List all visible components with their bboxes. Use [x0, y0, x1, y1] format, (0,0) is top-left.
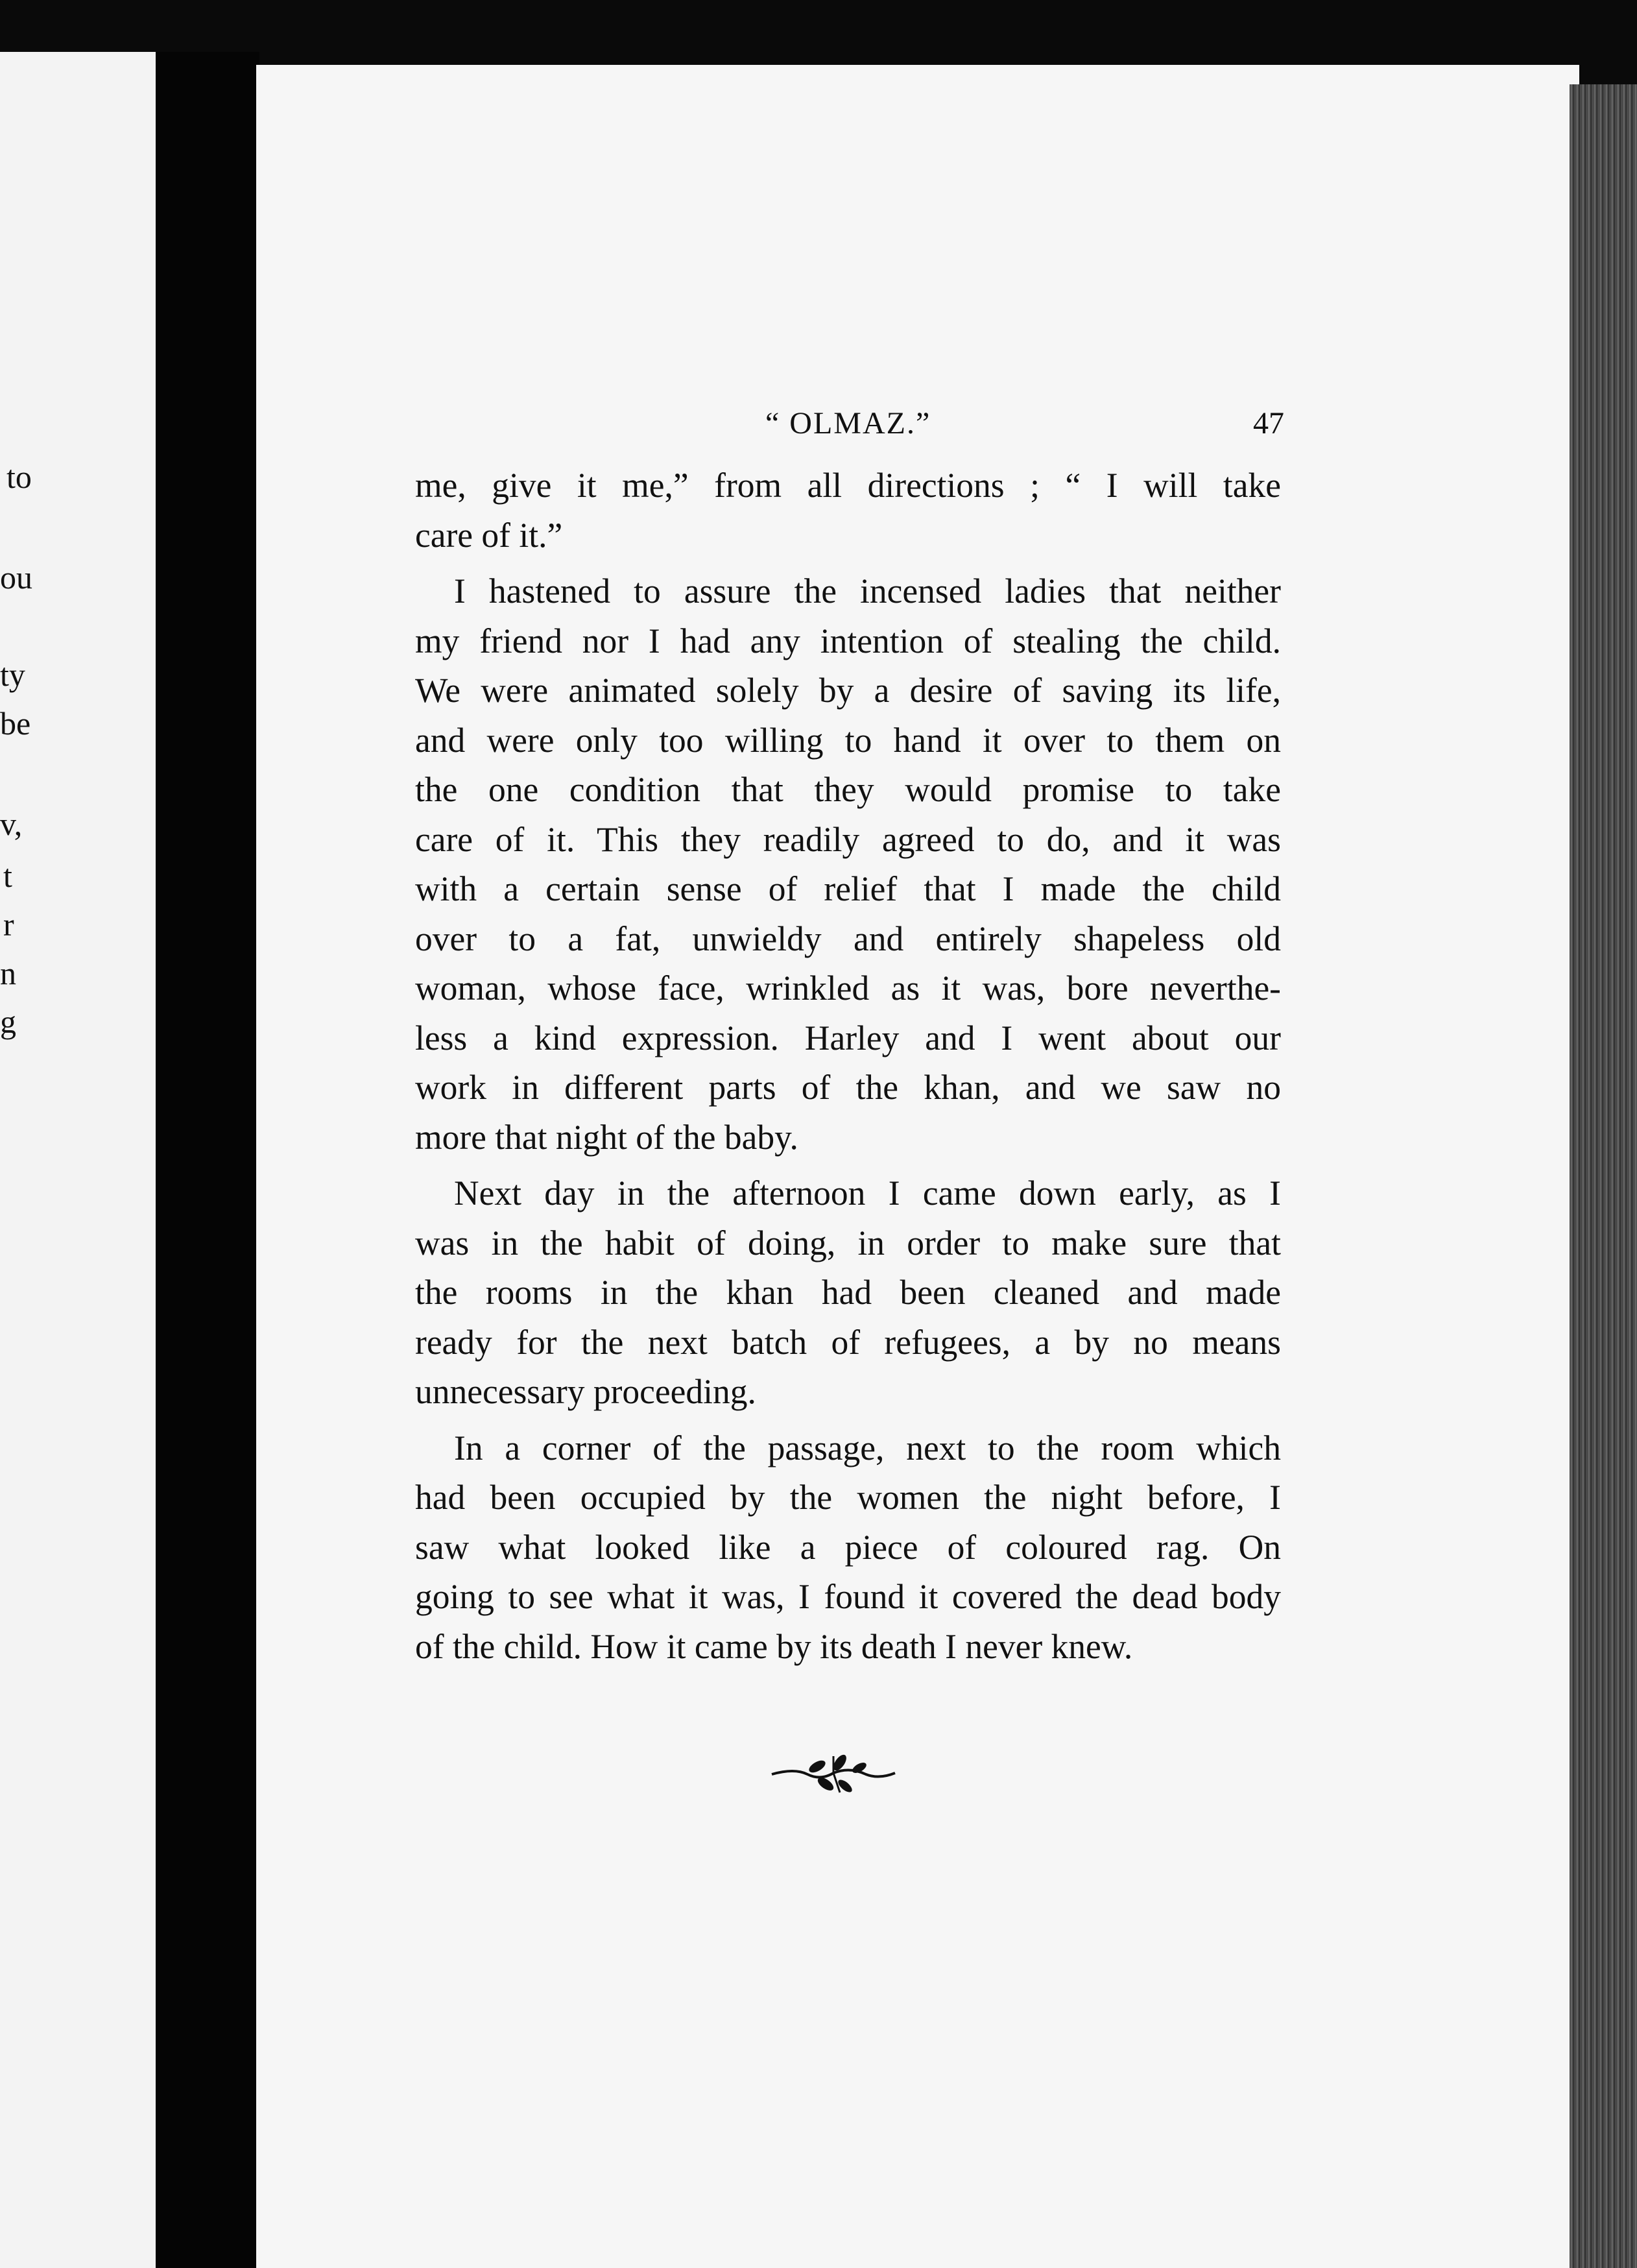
left-page-fragment: n	[0, 955, 16, 991]
text-line: over to a fat, unwieldy and entirely shapeless old	[415, 919, 1281, 958]
text-line: and were only too willing to hand it over to them on	[415, 720, 1281, 760]
text-line: had been occupied by the women the night before, I	[415, 1478, 1281, 1517]
text-line: woman, whose face, wrinkled as it was, bore neverthe-	[415, 969, 1281, 1007]
page-block-edge	[1570, 84, 1637, 2268]
text-line: with a certain sense of relief that I made the child	[415, 869, 1281, 908]
left-page-fragment: be	[0, 705, 31, 742]
body-text	[415, 461, 1281, 1671]
text-line: Next day in the afternoon I came down early, as I	[454, 1174, 1281, 1212]
text-line: more that night of the baby.	[415, 1117, 798, 1157]
text-line: the one condition that they would promise to take	[415, 770, 1281, 809]
running-title: “ OLMAZ.”	[765, 406, 931, 440]
paragraph	[415, 1423, 1281, 1672]
paragraph	[415, 1168, 1281, 1417]
text-line: less a kind expression. Harley and I went about our	[415, 1018, 1281, 1057]
left-page-fragment: to	[6, 459, 32, 495]
left-page-fragment: ou	[0, 559, 32, 596]
left-page-fragment: t	[3, 858, 12, 894]
text-line: care of it. This they readily agreed to do, and it was	[415, 819, 1281, 859]
text-line: of the child. How it came by its death I never knew.	[415, 1626, 1133, 1666]
text-line: In a corner of the passage, next to the room which	[454, 1428, 1281, 1467]
text-line: care of it.”	[415, 515, 563, 555]
text-line: unnecessary proceeding.	[415, 1372, 756, 1411]
page-header	[415, 405, 1284, 444]
left-page-fragment: v,	[0, 806, 23, 842]
paragraph	[415, 566, 1281, 1162]
text-line: ready for the next batch of refugees, a by no means	[415, 1322, 1281, 1362]
text-line: I hastened to assure the incensed ladies that neither	[454, 572, 1281, 610]
text-line: work in different parts of the khan, and we saw no	[415, 1068, 1281, 1107]
text-line: We were animated solely by a desire of saving its life,	[415, 671, 1281, 710]
left-page-fragment: ty	[0, 657, 25, 693]
book-gutter	[156, 52, 259, 2268]
text-line: me, give it me,” from all directions ; “ I will take	[415, 466, 1281, 505]
text-line: saw what looked like a piece of coloured rag. On	[415, 1527, 1281, 1567]
left-page-fragment: r	[3, 906, 14, 943]
text-line: was in the habit of doing, in order to make sure that	[415, 1223, 1281, 1262]
text-line: the rooms in the khan had been cleaned and made	[415, 1273, 1281, 1312]
left-page-fragment: g	[0, 1004, 16, 1040]
text-line: my friend nor I had any intention of stealing the child.	[415, 621, 1281, 660]
text-line: going to see what it was, I found it covered the dead body	[415, 1577, 1281, 1616]
leaf-vine-ornament-icon	[769, 1748, 898, 1800]
page-number: 47	[1253, 406, 1284, 440]
paragraph	[415, 461, 1281, 560]
